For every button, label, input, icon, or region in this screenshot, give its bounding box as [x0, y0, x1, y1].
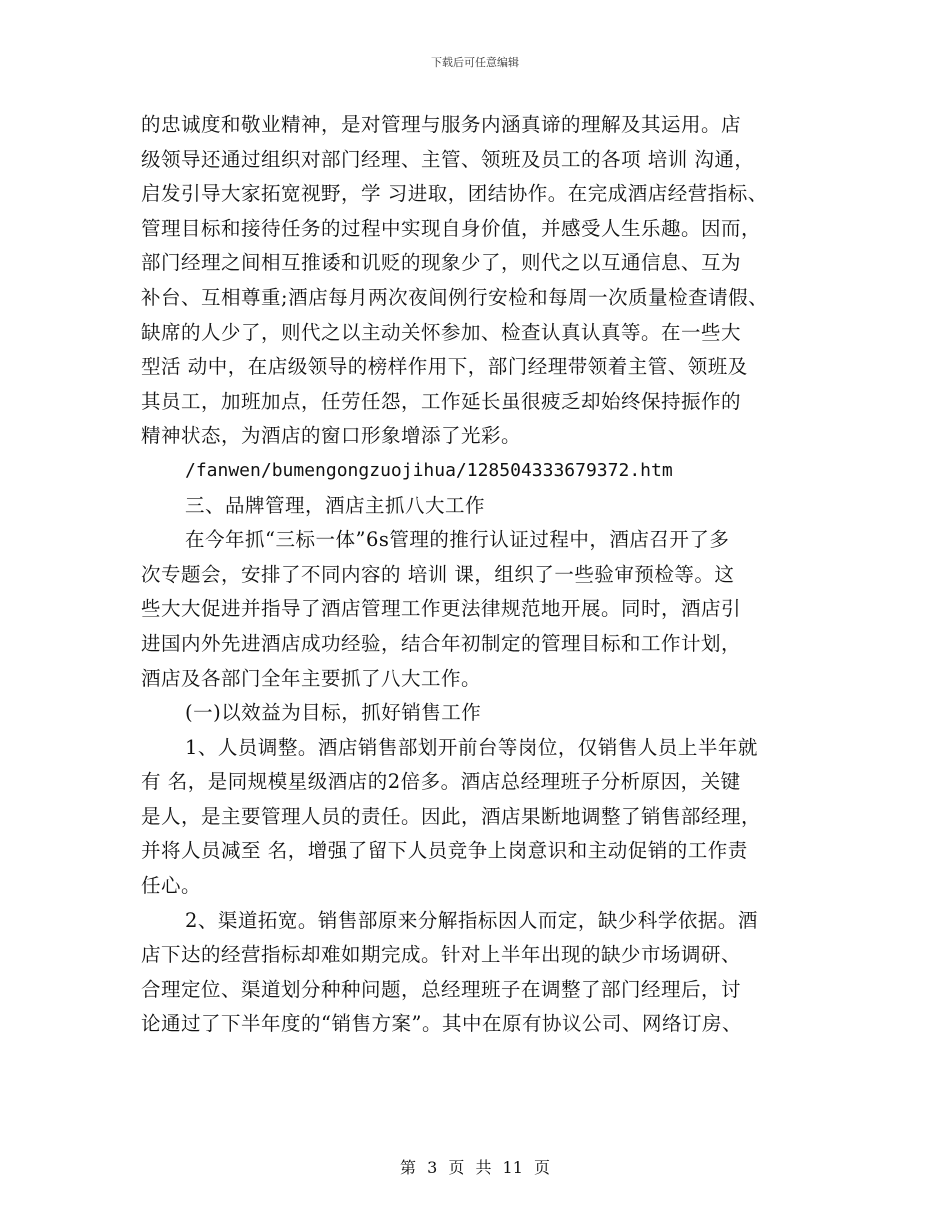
page-number-footer: 第 3 页 共 11 页 [400, 1158, 550, 1177]
text-line: 酒店及各部门全年主要抓了八大工作。 [141, 666, 482, 690]
text-line: 的忠诚度和敬业精神，是对管理与服务内涵真谛的理解及其运用。店 [141, 113, 742, 136]
text-line: 进国内外先进酒店成功经验，结合年初制定的管理目标和工作计划， [141, 631, 742, 655]
text-line: 合理定位、渠道划分种种问题，总经理班子在调整了部门经理后，讨 [141, 977, 742, 1001]
text-line: 补台、互相尊重;酒店每月两次夜间例行安检和每周一次质量检查请假、 [141, 285, 769, 309]
text-line: 1、人员调整。酒店销售部划开前台等岗位，仅销售人员上半年就 [185, 735, 758, 759]
text-line: 型活 动中，在店级领导的榜样作用下，部门经理带领着主管、领班及 [141, 355, 748, 379]
subsection-heading: (一)以效益为目标，抓好销售工作 [185, 701, 482, 725]
text-line: 在今年抓“三标一体”6s管理的推行认证过程中，酒店召开了多 [185, 528, 730, 552]
text-line: 级领导还通过组织对部门经理、主管、领班及员工的各项 培训 沟通， [141, 147, 755, 171]
text-line: 启发引导大家拓宽视野，学 习进取，团结协作。在完成酒店经营指标、 [141, 182, 768, 206]
url-line: /fanwen/bumengongzuojihua/128504333679372.htm [185, 459, 673, 481]
text-line: 缺席的人少了，则代之以主动关怀参加、检查认真认真等。在一些大 [141, 320, 742, 344]
text-line: 次专题会，安排了不同内容的 培训 课，组织了一些验审预检等。这 [141, 562, 735, 586]
text-line: 是人，是主要管理人员的责任。因此，酒店果断地调整了销售部经理， [141, 804, 762, 828]
text-line: 些大大促进并指导了酒店管理工作更法律规范地开展。同时，酒店引 [141, 597, 742, 621]
section-heading: 三、品牌管理，酒店主抓八大工作 [185, 493, 486, 517]
text-line: 任心。 [141, 874, 202, 898]
text-line: 店下达的经营指标却难如期完成。针对上半年出现的缺少市场调研、 [141, 943, 742, 967]
text-line: 其员工，加班加点，任劳任怨，工作延长虽很疲乏却始终保持振作的 [141, 389, 742, 413]
text-line: 并将人员减至 名，增强了留下人员竞争上岗意识和主动促销的工作责 [141, 839, 748, 863]
text-line: 有 名，是同规模星级酒店的2倍多。酒店总经理班子分析原因，关键 [141, 770, 741, 794]
page-header: 下载后可任意编辑 [431, 56, 519, 69]
text-line: 管理目标和接待任务的过程中实现自身价值，并感受人生乐趣。因而， [141, 216, 762, 240]
document-body [141, 108, 821, 1042]
text-line: 论通过了下半年度的“销售方案”。其中在原有协议公司、网络订房、 [141, 1012, 742, 1036]
text-line: 2、渠道拓宽。销售部原来分解指标因人而定，缺少科学依据。酒 [185, 908, 758, 932]
text-line: 部门经理之间相互推诿和讥贬的现象少了，则代之以互通信息、互为 [141, 251, 742, 275]
text-line: 精神状态，为酒店的窗口形象增添了光彩。 [141, 424, 522, 448]
